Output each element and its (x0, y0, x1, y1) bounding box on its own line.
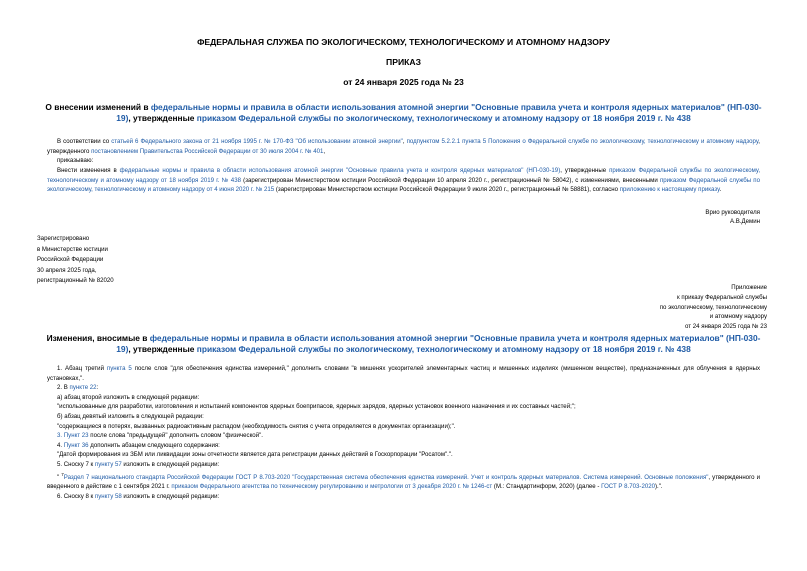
item-text: 2. В (57, 384, 70, 392)
link-point-23[interactable]: 3. Пункт 23 (57, 432, 89, 440)
preamble-link-regulation[interactable]: подпунктом 5.2.2.1 пункта 5 Положения о Федеральной службе по экологическому, технологическому и атомному надзору (406, 138, 759, 145)
change-item-2b: б) абзац девятый изложить в следующей редакции: (57, 412, 204, 420)
preamble-text: , (402, 138, 407, 145)
change-item-5 (47, 460, 760, 470)
body-text: . (719, 186, 722, 194)
link-gost[interactable]: ГОСТ Р 8.703-2020 (601, 483, 656, 491)
body-link-appendix[interactable]: приложению к настоящему приказу (619, 186, 720, 194)
agency-name: ФЕДЕРАЛЬНАЯ СЛУЖБА ПО ЭКОЛОГИЧЕСКОМУ, ТЕХНОЛОГИЧЕСКОМУ И АТОМНОМУ НАДЗОРУ (197, 37, 610, 47)
registration-line: Российской Федерации (37, 256, 104, 263)
registration-block (37, 234, 114, 287)
registration-line: Зарегистрировано (37, 235, 90, 242)
body-link-order-215[interactable]: приказом Федеральной службы по экологическому, технологическому и атомному надзору от 4 июня 2020 г. № 215 (47, 176, 760, 194)
link-point-58[interactable]: пункту 58 (94, 492, 122, 500)
preamble-link-decree[interactable]: постановлением Правительства Российской Федерации от 30 июля 2004 г. № 401 (91, 147, 324, 155)
preamble (47, 137, 760, 156)
link-point-22[interactable]: пункте 22 (69, 384, 97, 392)
item-text: изложить в следующей редакции: (121, 492, 220, 500)
preamble-text: В соответствии со (57, 138, 112, 145)
footnote-mark: 7 (61, 471, 64, 477)
doc-type: ПРИКАЗ (386, 57, 421, 67)
link-point-57[interactable]: пункту 57 (94, 460, 122, 468)
appendix-block (660, 283, 767, 332)
item-text: 1. Абзац третий (57, 365, 107, 372)
change-item-3 (47, 431, 760, 441)
registration-line: в Министерстве юстиции (37, 245, 108, 253)
preamble-text: , утвержденного (47, 138, 760, 155)
change-item-2b-text: "содержащиеся в потерях, вызванных радиоактивным распадом (необходимость снятия с учета определяется в документах организации);". (57, 422, 456, 430)
body-text: , утвержденные (560, 167, 610, 174)
title-text: , утвержденные (128, 113, 197, 123)
title-text: О внесении изменений в (45, 102, 151, 112)
item-text: " (57, 473, 62, 481)
changes-title (40, 333, 767, 355)
link-point-5[interactable]: пункта 5 (106, 365, 132, 372)
item-text: после слов "для обеспечения единства измерений," дополнить словами "в мишенях ускорителей элементарных частиц и мишенных изделиях (мишенном веществе), предназначенных для облучения в ядерных установках,". (47, 365, 760, 382)
preamble-link-law[interactable]: статьей 6 Федерального закона от 21 ноября 1995 г. № 170-ФЗ "Об использовании атомной энергии" (111, 138, 403, 145)
item-text: 5. Сноску 7 к (57, 460, 95, 468)
signature-block (705, 208, 760, 226)
doc-date-number: от 24 января 2025 года № 23 (343, 77, 464, 87)
body-text: (зарегистрирован Министерством юстиции Российской Федерации 10 апреля 2020 г., регистрационный № 58042), с изменениями, внесенными (240, 176, 660, 184)
change-item-2a-text: "использованные для разработки, изготовления и испытаний компонентов ядерных боеприпасов, ядерных зарядов, ядерных установок военного назначения и их составных частей;"; (57, 403, 576, 411)
change-item-4 (47, 441, 760, 451)
change-item-5-text (47, 470, 760, 492)
item-text: 6. Сноску 8 к (57, 492, 95, 500)
change-item-1 (47, 364, 760, 383)
link-gost-section[interactable]: Раздел 7 национального стандарта Российской Федерации ГОСТ Р 8.703-2020 "Государственная система обеспечения единства измерений. Учет и контроль ядерных материалов. Система измерений. Основные положения" (63, 473, 709, 481)
item-text: : (96, 384, 99, 392)
changes-title-text: , утвержденные (128, 344, 197, 354)
registration-line: регистрационный № 82020 (37, 277, 114, 284)
appendix-line: по экологическому, технологическому (659, 303, 767, 311)
item-text: 4. (57, 441, 64, 449)
appendix-line: к приказу Федеральной службы (677, 293, 767, 301)
body-text: Внести изменения в (57, 167, 120, 174)
item-text: (М.: Стандартинформ, 2020) (далее - (492, 483, 602, 491)
item-text: дополнить абзацем следующего содержания: (88, 441, 220, 449)
signature-name: А.В.Демин (730, 218, 760, 225)
registration-line: 30 апреля 2025 года, (37, 266, 97, 274)
body-link-np[interactable]: федеральные нормы и правила в области использования атомной энергии "Основные правила учета и контроля ядерных материалов" (НП-030-19) (119, 167, 561, 174)
item-text: , утвержденного и введенного в действие с 1 сентября 2021 г. (47, 473, 760, 491)
body-text: (зарегистрирован Министерством юстиции Российской Федерации 9 июля 2020 г., регистрационный № 58881), согласно (274, 186, 620, 194)
appendix-line: от 24 января 2025 года № 23 (685, 323, 767, 331)
changes-title-text: Изменения, вносимые в (46, 333, 150, 343)
title-link-order[interactable]: приказом Федеральной службы по экологическому, технологическому и атомному надзору от 18 ноября 2019 г. № 438 (196, 113, 691, 123)
appendix-line: Приложение (731, 284, 767, 291)
change-item-2a: а) абзац второй изложить в следующей редакции: (57, 393, 200, 401)
change-item-6 (47, 492, 760, 502)
item-text: после слова "предыдущей" дополнить словом "физической". (88, 432, 263, 440)
body-paragraph (47, 166, 760, 195)
change-item-2 (47, 383, 760, 393)
item-text: ).". (655, 483, 663, 491)
appendix-line: и атомному надзору (709, 313, 767, 321)
signature-role: Врио руководителя (705, 209, 760, 216)
changes-list (47, 364, 760, 501)
item-text: изложить в следующей редакции: (121, 460, 220, 468)
link-rosstandart-order[interactable]: приказом Федерального агентства по техническому регулированию и метрологии от 3 декабря 2020 г. № 1246-ст (171, 483, 493, 491)
changes-title-link-np[interactable]: федеральные нормы и правила в области использования атомной энергии "Основные правила учета и контроля ядерных материалов" (НП-030-19) (116, 333, 761, 354)
preamble-text: , (323, 147, 326, 155)
body-link-order-438[interactable]: приказом Федеральной службы по экологическому, технологическому и атомному надзору от 18 ноября 2019 г. № 438 (47, 167, 761, 184)
link-point-36[interactable]: Пункт 36 (63, 441, 89, 449)
title-link-np[interactable]: федеральные нормы и правила в области использования атомной энергии "Основные правила учета и контроля ядерных материалов" (НП-030-19) (116, 102, 762, 123)
change-item-4-text: "Датой формирования из ЗБМ или ликвидации зоны отчетности является дата регистрации данных действий в Госкорпорации "Росатом".". (57, 451, 453, 459)
order-title (40, 102, 767, 124)
order-word: приказываю: (57, 157, 94, 164)
changes-title-link-order[interactable]: приказом Федеральной службы по экологическому, технологическому и атомному надзору от 18 ноября 2019 г. № 438 (196, 344, 691, 354)
